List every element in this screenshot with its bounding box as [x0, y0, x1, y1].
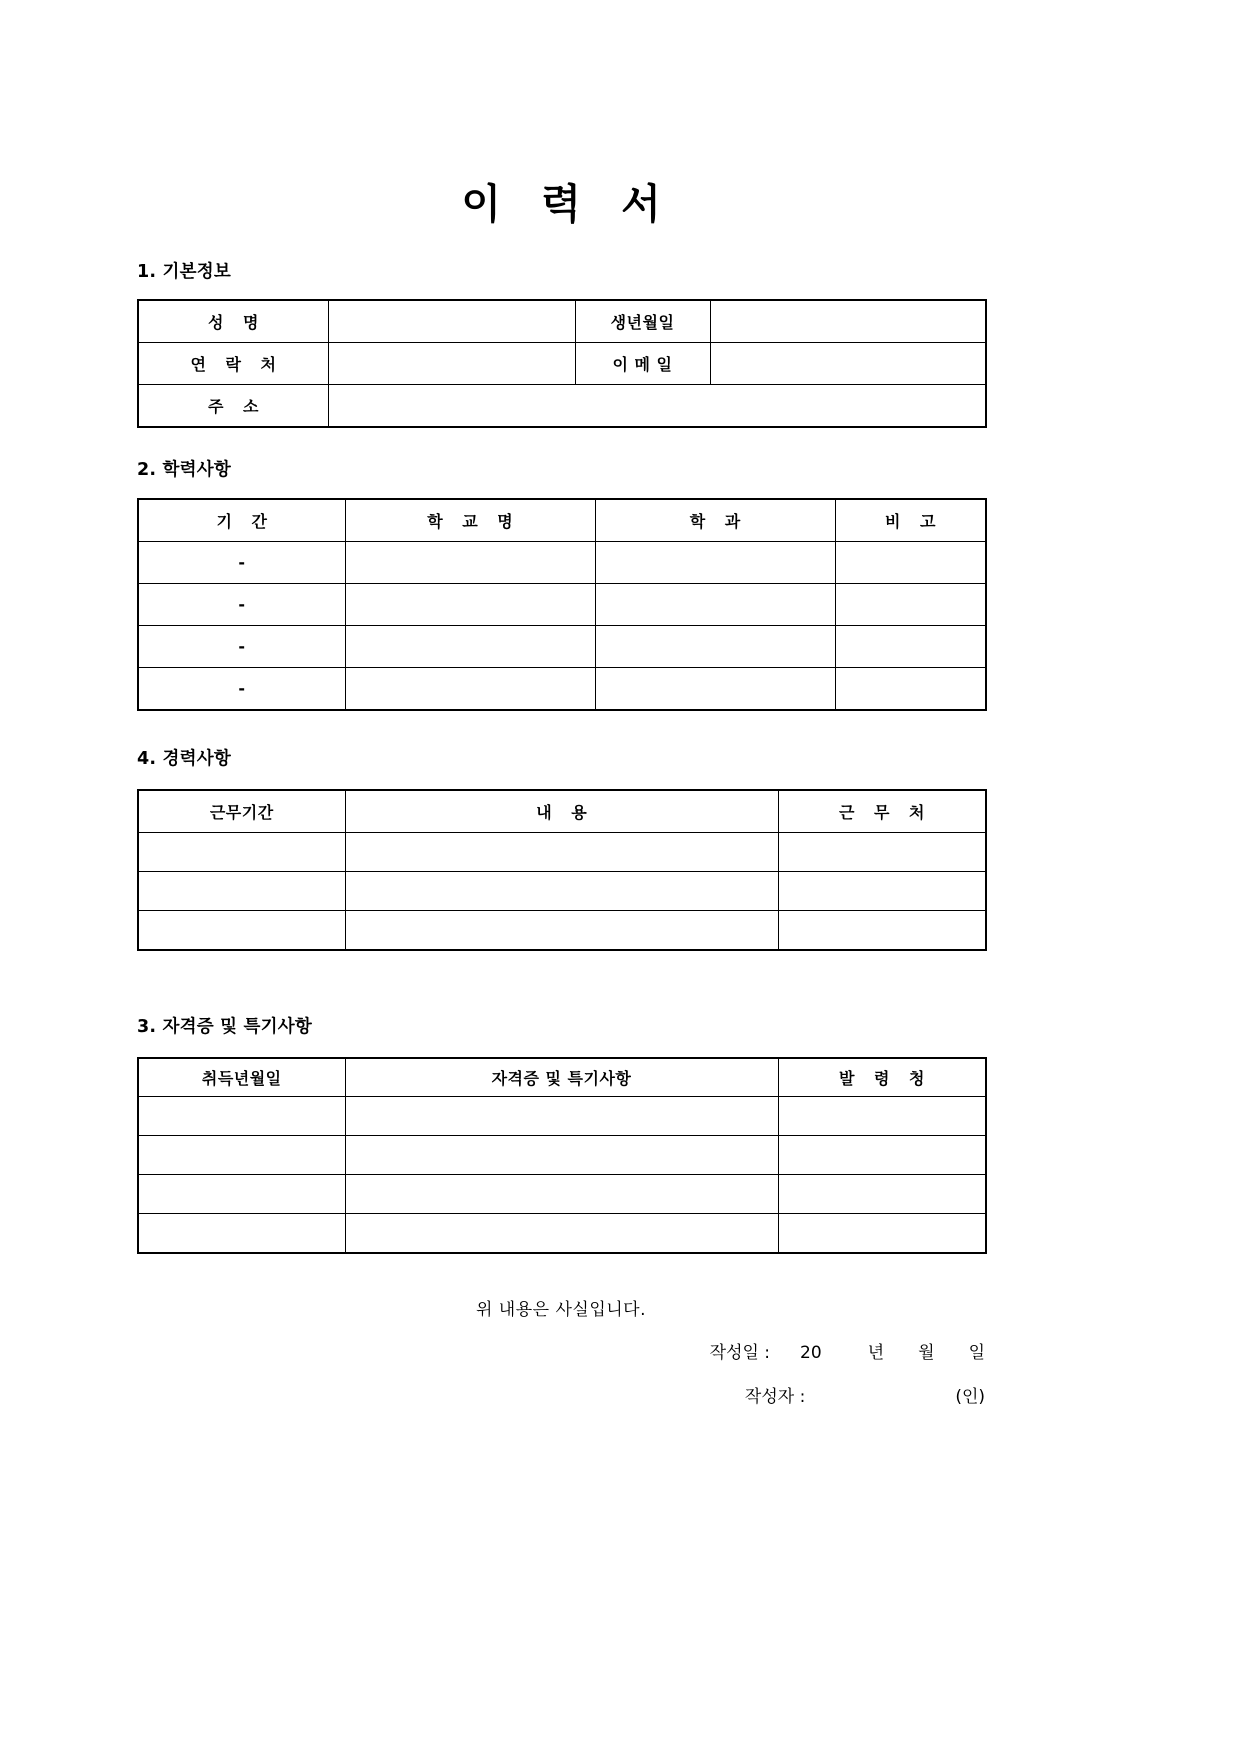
field-education-major[interactable]	[595, 542, 835, 584]
field-address[interactable]	[328, 385, 986, 428]
label-email: 이 메 일	[575, 343, 710, 385]
field-contact[interactable]	[328, 343, 575, 385]
document-content	[137, 0, 985, 227]
field-certificate-issuer[interactable]	[778, 1214, 986, 1254]
field-education-period[interactable]: -	[138, 584, 345, 626]
column-header-work-content: 내 용	[345, 790, 778, 833]
column-header-work-period: 근무기간	[138, 790, 345, 833]
field-education-major[interactable]	[595, 668, 835, 711]
label-name: 성 명	[138, 300, 328, 343]
field-education-period[interactable]: -	[138, 626, 345, 668]
table-row	[138, 584, 986, 626]
table-row	[138, 1175, 986, 1214]
field-certificate-issuer[interactable]	[778, 1175, 986, 1214]
field-certificate-date[interactable]	[138, 1097, 345, 1136]
field-name[interactable]	[328, 300, 575, 343]
section-heading-certificates: 3. 자격증 및 특기사항	[137, 1017, 312, 1037]
field-education-period[interactable]: -	[138, 668, 345, 711]
career-table-wrap	[137, 789, 987, 951]
column-header-note: 비 고	[835, 499, 986, 542]
field-education-period[interactable]: -	[138, 542, 345, 584]
field-education-school[interactable]	[345, 542, 595, 584]
table-header-row	[138, 499, 986, 542]
table-header-row	[138, 1058, 986, 1097]
written-date-label: 작성일 :	[709, 1343, 771, 1363]
field-certificate-name[interactable]	[345, 1097, 778, 1136]
month-unit-label: 월	[918, 1343, 935, 1363]
field-education-school[interactable]	[345, 668, 595, 711]
field-certificate-issuer[interactable]	[778, 1136, 986, 1175]
section-certificates-heading-wrap	[137, 1013, 312, 1038]
table-row	[138, 1097, 986, 1136]
table-row	[138, 343, 986, 385]
field-certificate-date[interactable]	[138, 1214, 345, 1254]
section-career-heading-wrap	[137, 745, 231, 770]
field-career-workplace[interactable]	[778, 911, 986, 951]
field-birthdate[interactable]	[710, 300, 986, 343]
column-header-certificate-name: 자격증 및 특기사항	[345, 1058, 778, 1097]
career-table	[137, 789, 987, 951]
table-row	[138, 542, 986, 584]
written-date-line	[137, 1338, 985, 1363]
field-career-content[interactable]	[345, 911, 778, 951]
column-header-major: 학 과	[595, 499, 835, 542]
column-header-issuer: 발 령 청	[778, 1058, 986, 1097]
certificates-table	[137, 1057, 987, 1254]
label-birthdate: 생년월일	[575, 300, 710, 343]
field-certificate-name[interactable]	[345, 1175, 778, 1214]
column-header-acquisition-date: 취득년월일	[138, 1058, 345, 1097]
field-certificate-date[interactable]	[138, 1136, 345, 1175]
field-career-workplace[interactable]	[778, 833, 986, 872]
table-row	[138, 385, 986, 428]
field-certificate-issuer[interactable]	[778, 1097, 986, 1136]
table-row	[138, 911, 986, 951]
field-career-period[interactable]	[138, 872, 345, 911]
field-email[interactable]	[710, 343, 986, 385]
table-row	[138, 872, 986, 911]
written-date-year-prefix[interactable]: 20	[800, 1343, 822, 1363]
table-row	[138, 833, 986, 872]
certificates-table-wrap	[137, 1057, 987, 1254]
section-basic-info-heading-wrap	[137, 258, 231, 283]
field-certificate-date[interactable]	[138, 1175, 345, 1214]
field-career-workplace[interactable]	[778, 872, 986, 911]
truth-statement-wrap	[137, 1295, 985, 1320]
column-header-workplace: 근 무 처	[778, 790, 986, 833]
author-label: 작성자 :	[744, 1387, 806, 1407]
column-header-period: 기 간	[138, 499, 345, 542]
field-career-period[interactable]	[138, 911, 345, 951]
field-education-major[interactable]	[595, 584, 835, 626]
field-certificate-name[interactable]	[345, 1136, 778, 1175]
table-row	[138, 1136, 986, 1175]
field-career-period[interactable]	[138, 833, 345, 872]
section-heading-basic-info: 1. 기본정보	[137, 262, 231, 282]
table-header-row	[138, 790, 986, 833]
field-education-major[interactable]	[595, 626, 835, 668]
day-unit-label: 일	[968, 1343, 985, 1363]
education-table-wrap	[137, 498, 987, 711]
field-education-note[interactable]	[835, 626, 986, 668]
seal-mark: (인)	[955, 1387, 985, 1407]
field-certificate-name[interactable]	[345, 1214, 778, 1254]
basic-info-table	[137, 299, 987, 428]
field-education-note[interactable]	[835, 668, 986, 711]
field-career-content[interactable]	[345, 872, 778, 911]
table-row	[138, 626, 986, 668]
field-education-school[interactable]	[345, 626, 595, 668]
truth-statement: 위 내용은 사실입니다.	[475, 1300, 646, 1320]
section-heading-career: 4. 경력사항	[137, 749, 231, 769]
table-row	[138, 668, 986, 711]
label-contact: 연 락 처	[138, 343, 328, 385]
table-row	[138, 300, 986, 343]
field-education-note[interactable]	[835, 584, 986, 626]
field-education-school[interactable]	[345, 584, 595, 626]
basic-info-table-wrap	[137, 299, 987, 428]
section-education-heading-wrap	[137, 456, 231, 481]
table-row	[138, 1214, 986, 1254]
section-heading-education: 2. 학력사항	[137, 460, 231, 480]
page-title: 이 력 서	[461, 180, 674, 228]
field-career-content[interactable]	[345, 833, 778, 872]
field-education-note[interactable]	[835, 542, 986, 584]
column-header-school: 학 교 명	[345, 499, 595, 542]
label-address: 주 소	[138, 385, 328, 428]
author-signature-line	[137, 1382, 985, 1407]
education-table	[137, 498, 987, 711]
year-unit-label: 년	[867, 1343, 885, 1363]
